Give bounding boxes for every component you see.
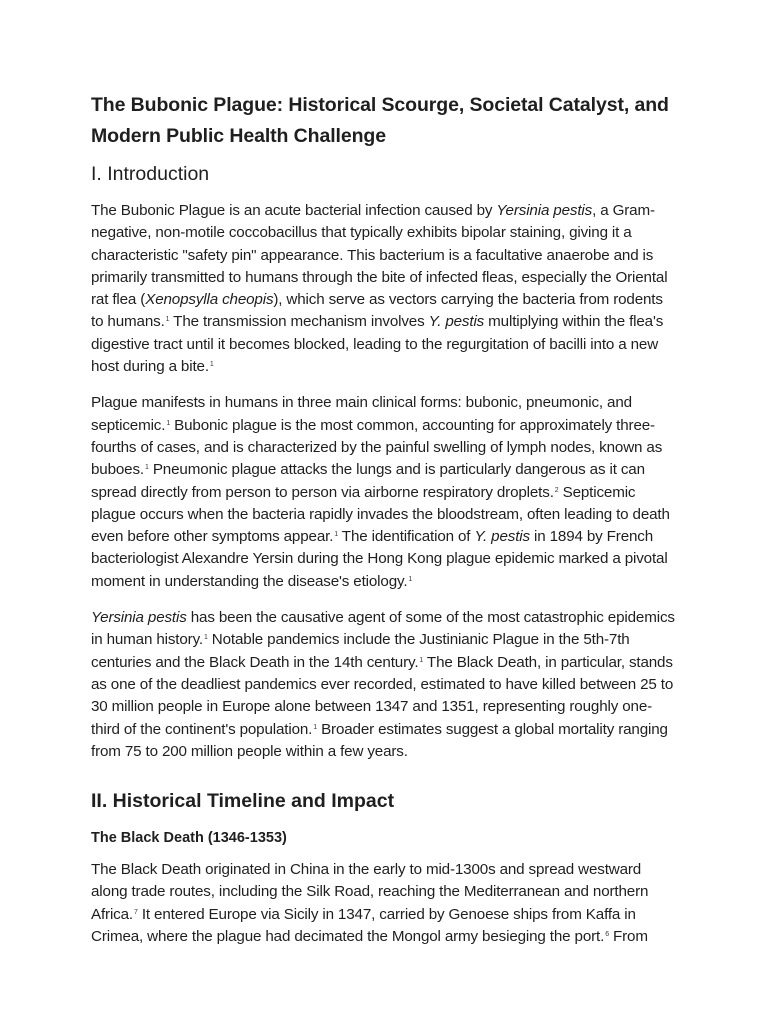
paragraph-black-death-1 (91, 859, 677, 948)
text-run: The transmission mechanism involves (169, 313, 429, 331)
citation-ref[interactable]: 1 (203, 634, 208, 642)
italic-term: Y. pestis (474, 528, 530, 546)
text-run: ), which serve as vectors carrying the bacteria from rodents to humans. (91, 291, 663, 331)
text-run: From (608, 928, 648, 946)
citation-ref[interactable]: 1 (166, 419, 171, 427)
text-run: Notable pandemics include the Justinianic Plague in the 5th-7th centuries and the Black Death in the 14th century. (91, 631, 630, 671)
citation-ref[interactable]: 2 (554, 486, 559, 494)
document-title: The Bubonic Plague: Historical Scourge, Societal Catalyst, and Modern Public Health Challenge (91, 94, 669, 147)
citation-ref[interactable]: 6 (605, 931, 609, 939)
text-run: The Black Death, in particular, stands as one of the deadliest pandemics ever recorded, estimated to have killed between 25 to 30 million people in Europe alone between 1347 and 1351, representing roughly one-third of the continent's population. (91, 653, 674, 738)
text-run: Bubonic plague is the most common, accounting for approximately three-fourths of cases, and is characterized by the painful swelling of lymph nodes, known as buboes. (91, 416, 663, 479)
text-run: Plague manifests in humans in three main clinical forms: bubonic, pneumonic, and septicemic. (91, 394, 632, 434)
text-run: , a Gram-negative, non-motile coccobacillus that typically exhibits bipolar staining, giving it a characteristic "safety pin" appearance. This bacterium is a facultative anaerobe and is primarily transmitted to humans through the bite of infected fleas, especially the Oriental rat flea ( (91, 202, 668, 309)
citation-ref[interactable]: 1 (209, 361, 214, 369)
paragraph-intro-2 (91, 392, 677, 593)
italic-term: Y. pestis (428, 313, 485, 331)
paragraph-intro-1 (91, 200, 677, 378)
text-run: The identification of (338, 528, 475, 546)
italic-term: Xenopsylla cheopis (145, 291, 274, 309)
italic-term: Yersinia pestis (496, 202, 593, 219)
section-heading-introduction: I. Introduction (91, 163, 210, 185)
citation-ref[interactable]: 1 (419, 656, 424, 664)
text-run: It entered Europe via Sicily in 1347, carried by Genoese ships from Kaffa in Crimea, where the plague had decimated the Mongol army besieging the port. (91, 905, 636, 946)
text-run: Pneumonic plague attacks the lungs and is particularly dangerous as it can spread directly from person to person via airborne respiratory droplets. (91, 461, 645, 501)
text-run: multiplying within the flea's digestive tract until it becomes blocked, leading to the regurgitation of bacilli into a new host during a bite. (91, 313, 664, 376)
text-run: in 1894 by French bacteriologist Alexandre Yersin during the Hong Kong plague epidemic marked a pivotal moment in understanding the disease's etiology. (91, 528, 668, 590)
italic-term: Yersinia pestis (91, 609, 187, 627)
subsection-heading-black-death: The Black Death (1346-1353) (91, 830, 287, 847)
text-run: Septicemic plague occurs when the bacteria rapidly invades the bloodstream, often leading to death even before other symptoms appear. (91, 483, 670, 546)
text-run: has been the causative agent of some of the most catastrophic epidemics in human history. (91, 609, 675, 649)
citation-ref[interactable]: 1 (334, 531, 339, 539)
paragraph-intro-3 (91, 607, 677, 763)
text-run: The Black Death originated in China in the early to mid-1300s and spread westward along trade routes, including the Silk Road, reaching the Mediterranean and northern Africa. (91, 861, 649, 923)
citation-ref[interactable]: 1 (165, 316, 170, 324)
citation-ref[interactable]: 1 (145, 464, 149, 472)
section-heading-historical-timeline: II. Historical Timeline and Impact (91, 790, 395, 813)
text-run: The Bubonic Plague is an acute bacterial infection caused by (91, 202, 497, 219)
citation-ref[interactable]: 1 (313, 723, 317, 731)
citation-ref[interactable]: 7 (134, 908, 138, 916)
text-run: Broader estimates suggest a global mortality ranging from 75 to 200 million people within a few years. (91, 720, 668, 760)
citation-ref[interactable]: 1 (408, 575, 413, 583)
